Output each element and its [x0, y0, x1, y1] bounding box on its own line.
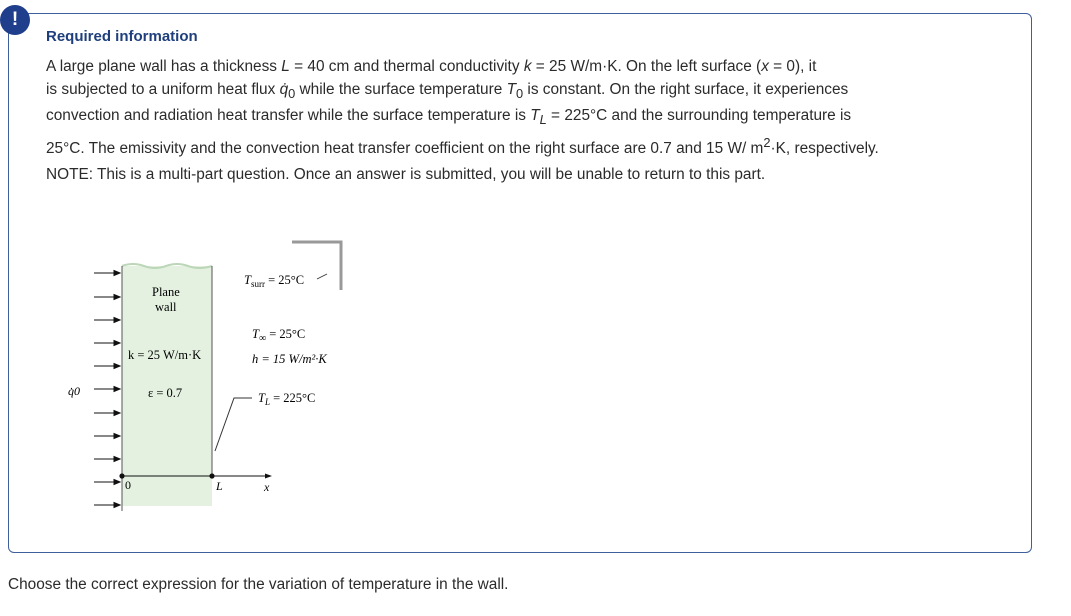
plane-wall-figure	[62, 226, 362, 526]
origin-point	[119, 473, 124, 478]
conductivity-label: k = 25 W/m·K	[128, 348, 202, 362]
heat-flux-label: q̇0	[68, 384, 80, 398]
emissivity-label: ε = 0.7	[148, 386, 183, 400]
multipart-note: NOTE: This is a multi-part question. Once an answer is submitted, you will be unable to return to this part.	[46, 166, 766, 183]
plane-label: Plane	[152, 285, 180, 299]
origin-label: 0	[125, 478, 131, 492]
l-point	[209, 473, 214, 478]
t-l-label: $T_L = 225^\circ C$	[258, 391, 316, 407]
info-title: Required information	[46, 28, 198, 45]
question-prompt: Choose the correct expression for the variation of temperature in the wall.	[8, 576, 509, 593]
problem-statement: A large plane wall has a thickness L = 40 cm and thermal conductivity k = 25 W/m·K. On the left surface (x = 0), it is subjected to a uniform heat flux $q̇_0$ while the surface temperature $T_0$ is constant. On the right surface, it experiences convection and radiation heat transfer while the surface temperature is $T_L = 225^\circ C$ and the surrounding temperature is 25°C. The emissivity and the convection heat transfer coefficient on the right surface are 0.7 and 15 W/ $m^2\cdot K$, respectively.	[46, 58, 879, 157]
t-surr-label: $T_{surr} = 25^\circ C$	[244, 273, 305, 289]
t-inf-label: $T_\infty = 25^\circ C$	[252, 327, 306, 344]
h-label: h = 15 W/m²·K	[252, 352, 327, 366]
wall-label: wall	[155, 300, 177, 314]
alert-icon: !	[0, 5, 30, 35]
l-label: L	[216, 479, 223, 493]
x-label: x	[264, 480, 270, 494]
tl-leader-line	[215, 398, 252, 451]
heat-flux-arrows	[94, 271, 120, 508]
